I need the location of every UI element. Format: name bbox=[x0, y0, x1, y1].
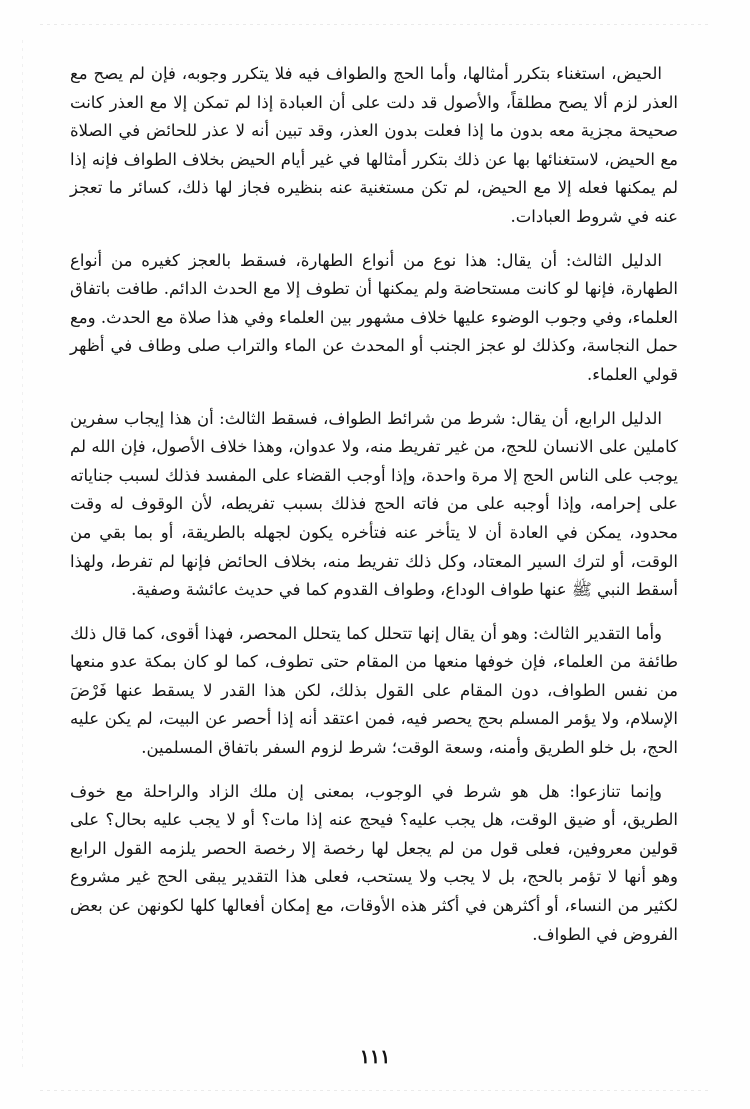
paragraph-1: الحيض، استغناء بتكرر أمثالها، وأما الحج والطواف فيه فلا يتكرر وجوبه، فإن لم يصح مع العذر لزم ألا يصح مطلقاً، والأصول قد دلت على أن العبادة إذا لم تمكن إلا مع العذر كانت صحيحة مجزية معه بدون ما إذا فعلت بدون العذر، وقد تبين أنه لا عذر للحائض في الصلاة مع الحيض، لاستغنائها بها عن ذلك بتكرر أمثالها في غير أيام الحيض بخلاف الطواف فإنه إذا لم يمكنها فعله إلا مع الحيض، لم تكن مستغنية عنه بنظيره فجاز لها ذلك، كسائر ما تعجز عنه في شروط العبادات. bbox=[70, 64, 678, 226]
paragraph-3: الدليل الرابع، أن يقال: شرط من شرائط الطواف، فسقط الثالث: أن هذا إيجاب سفرين كاملين على الانسان للحج، من غير تفريط منه، ولا عدوان، وهذا خلاف الأصول، فإن الله لم يوجب على الناس الحج إلا مرة واحدة، وإذا أوجب القضاء على المفسد فذلك لسبب جناياته على إحرامه، وإذا أوجبه على من فاته الحج فذلك بسبب تفريطه، لأن الوقوف له وقت محدود، يمكن في العادة أن لا يتأخر عنه فتأخره يكون لجهله بالطريقة، أو بما بقي من الوقت، أو لترك السير المعتاد، وكل ذلك تفريط منه، بخلاف الحائض فإنها لم تفرط، ولهذا أسقط النبي ﷺ عنها طواف الوداع، وطواف القدوم كما في حديث عائشة وصفية. bbox=[70, 408, 678, 600]
scan-edge-left bbox=[22, 40, 23, 1069]
scan-edge-top bbox=[40, 24, 710, 25]
paragraph-5: وإنما تنازعوا: هل هو شرط في الوجوب، بمعنى إن ملك الزاد والراحلة مع خوف الطريق، أو ضيق الوقت، هل يجب عليه؟ فيحج عنه إذا مات؟ أو لا يجب عليه بحال؟ على قولين معروفين، فعلى قول من لم يجعل لها رخصة إلا رخصة الحصر يلزمه القول الرابع وهو أنها لا تؤمر بالحج، بل لا يجب ولا يستحب، فعلى هذا التقدير يبقى الحج غير مشروع لكثير من النساء، أو أكثرهن في أكثر هذه الأوقات، مع إمكان أفعالها كلها لكونهن عن بعض الفروض في الطواف. bbox=[70, 781, 678, 944]
paragraph-4: وأما التقدير الثالث: وهو أن يقال إنها تتحلل كما يتحلل المحصر، فهذا أقوى، كما قال ذلك طائفة من العلماء، فإن خوفها منعها من المقام حتى تطوف، كما لو كان بمكة عدو منعها من نفس الطواف، دون المقام على القول بذلك، لكن هذا القدر لا يسقط عنها فَرْضَ الإسلام، ولا يؤمر المسلم بحج يحصر فيه، فمن اعتقد أنه إذا أحصر عن البيت، لم يكن عليه الحج، بل خلو الطريق وأمنه، وسعة الوقت؛ شرط لزوم السفر باتفاق المسلمين. bbox=[70, 623, 678, 758]
paragraph-2: الدليل الثالث: أن يقال: هذا نوع من أنواع الطهارة، فسقط بالعجز كغيره من أنواع الطهارة، فإنها لو كانت مستحاضة ولم يمكنها أن تطوف إلا مع الحدث الدائم. طافت باتفاق العلماء، وفي وجوب الوضوء عليها خلاف مشهور بين العلماء وفي هذا صلاة مع الحدث. ومع حمل النجاسة، وكذلك لو عجز الجنب أو المحدث عن الماء والتراب صلى وطاف في أظهر قولي العلماء. bbox=[70, 250, 678, 384]
body-text bbox=[70, 60, 678, 949]
page-number: ١١١ bbox=[359, 1046, 391, 1068]
scan-edge-bottom bbox=[40, 1090, 710, 1091]
